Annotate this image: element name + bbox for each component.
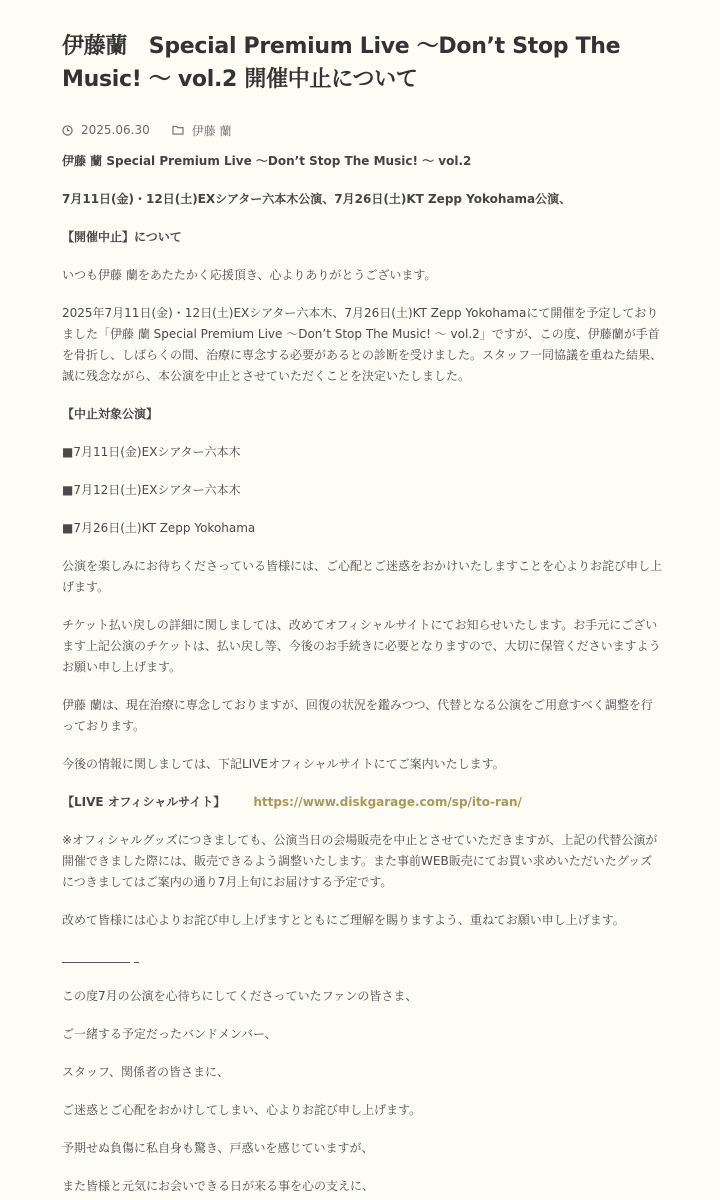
- folder-icon: [172, 125, 184, 135]
- target-show-item: ■7月26日(土)KT Zepp Yokohama: [62, 521, 256, 535]
- target-shows-heading: 【中止対象公演】: [62, 407, 159, 421]
- official-site-label: 【LIVE オフィシャルサイト】: [62, 795, 226, 809]
- info-paragraph: 今後の情報に関しましては、下記LIVEオフィシャルサイトにてご案内いたします。: [62, 757, 505, 771]
- post-date-link[interactable]: 2025.06.30: [81, 123, 150, 137]
- target-show-item: ■7月11日(金)EXシアター六本木: [62, 445, 241, 459]
- category-link[interactable]: 伊藤 蘭: [191, 123, 232, 138]
- message-line: 予期せぬ負傷に私自身も驚き、戸惑いを感じていますが、: [62, 1141, 374, 1155]
- post-meta: [62, 121, 662, 139]
- message-line: この度7月の公演を心待ちにしてくださっていたファンの皆さま、: [62, 989, 418, 1003]
- page-title: 伊藤蘭 Special Premium Live 〜Don’t Stop The Music! 〜 vol.2 開催中止について: [62, 34, 621, 92]
- message-line: ご一緒する予定だったバンドメンバー、: [62, 1027, 277, 1041]
- greeting-paragraph: いつも伊藤 蘭をあたたかく応援頂き、心よりありがとうございます。: [62, 268, 437, 282]
- closing-paragraph: 改めて皆様には心よりお詫び申し上げますとともにご理解を賜りますよう、重ねてお願い申し上げます。: [62, 913, 625, 927]
- message-line: また皆様と元気にお会いできる日が来る事を心の支えに、: [62, 1179, 375, 1193]
- divider: [62, 948, 662, 969]
- refund-paragraph: チケット払い戻しの詳細に関しましては、改めてオフィシャルサイトにてお知らせいたします。お手元にございます上記公演のチケットは、払い戻し等、今後のお手続きに必要となりますので、大切に保管くださいますようお願い申し上げます。: [62, 618, 661, 674]
- message-line: ご迷惑とご心配をおかけしてしまい、心よりお詫び申し上げます。: [62, 1103, 422, 1117]
- message-line: スタッフ、関係者の皆さまに、: [62, 1065, 230, 1079]
- announcement-paragraph: 2025年7月11日(金)・12日(土)EXシアター六本木、7月26日(土)KT Zepp Yokohamaにて開催を予定しておりました「伊藤 蘭 Special Premium Live 〜Don’t Stop The Music! 〜 vol.2」ですが、この度、伊藤蘭が手首を骨折し、しばらくの間、治療に専念する必要があるとの診断を受けました。スタッフ一同協議を重ねた結果、誠に残念ながら、本公演を中止とさせていただくことを決定いたしました。: [62, 306, 663, 383]
- official-site-link[interactable]: https://www.diskgarage.com/sp/ito-ran/: [253, 795, 522, 809]
- cancellation-heading: 【開催中止】について: [62, 230, 182, 244]
- event-heading: 伊藤 蘭 Special Premium Live 〜Don’t Stop The Music! 〜 vol.2: [62, 154, 472, 168]
- goods-paragraph: ※オフィシャルグッズにつきましても、公演当日の会場販売を中止とさせていただきますが、上記の代替公演が開催できました際には、販売できるよう調整いたします。また事前WEB販売にてお買い求めいただいたグッズにつきましてはご案内の通り7月上旬にお届けする予定です。: [62, 833, 658, 889]
- target-show-item: ■7月12日(土)EXシアター六本木: [62, 483, 241, 497]
- divider-tail: [134, 962, 139, 963]
- event-dates-heading: 7月11日(金)・12日(土)EXシアター六本木公演、7月26日(土)KT Zepp Yokohama公演、: [62, 192, 572, 206]
- official-site-line: [62, 792, 662, 813]
- clock-icon: [62, 125, 73, 136]
- apology-paragraph: 公演を楽しみにお待ちくださっている皆様には、ご心配とご迷惑をおかけいたしますことを心よりお詫び申し上げます。: [62, 559, 663, 594]
- recovery-paragraph: 伊藤 蘭は、現在治療に専念しておりますが、回復の状況を鑑みつつ、代替となる公演をご用意すべく調整を行っております。: [62, 698, 653, 733]
- article-body: [62, 151, 662, 1197]
- divider-line: [62, 962, 130, 963]
